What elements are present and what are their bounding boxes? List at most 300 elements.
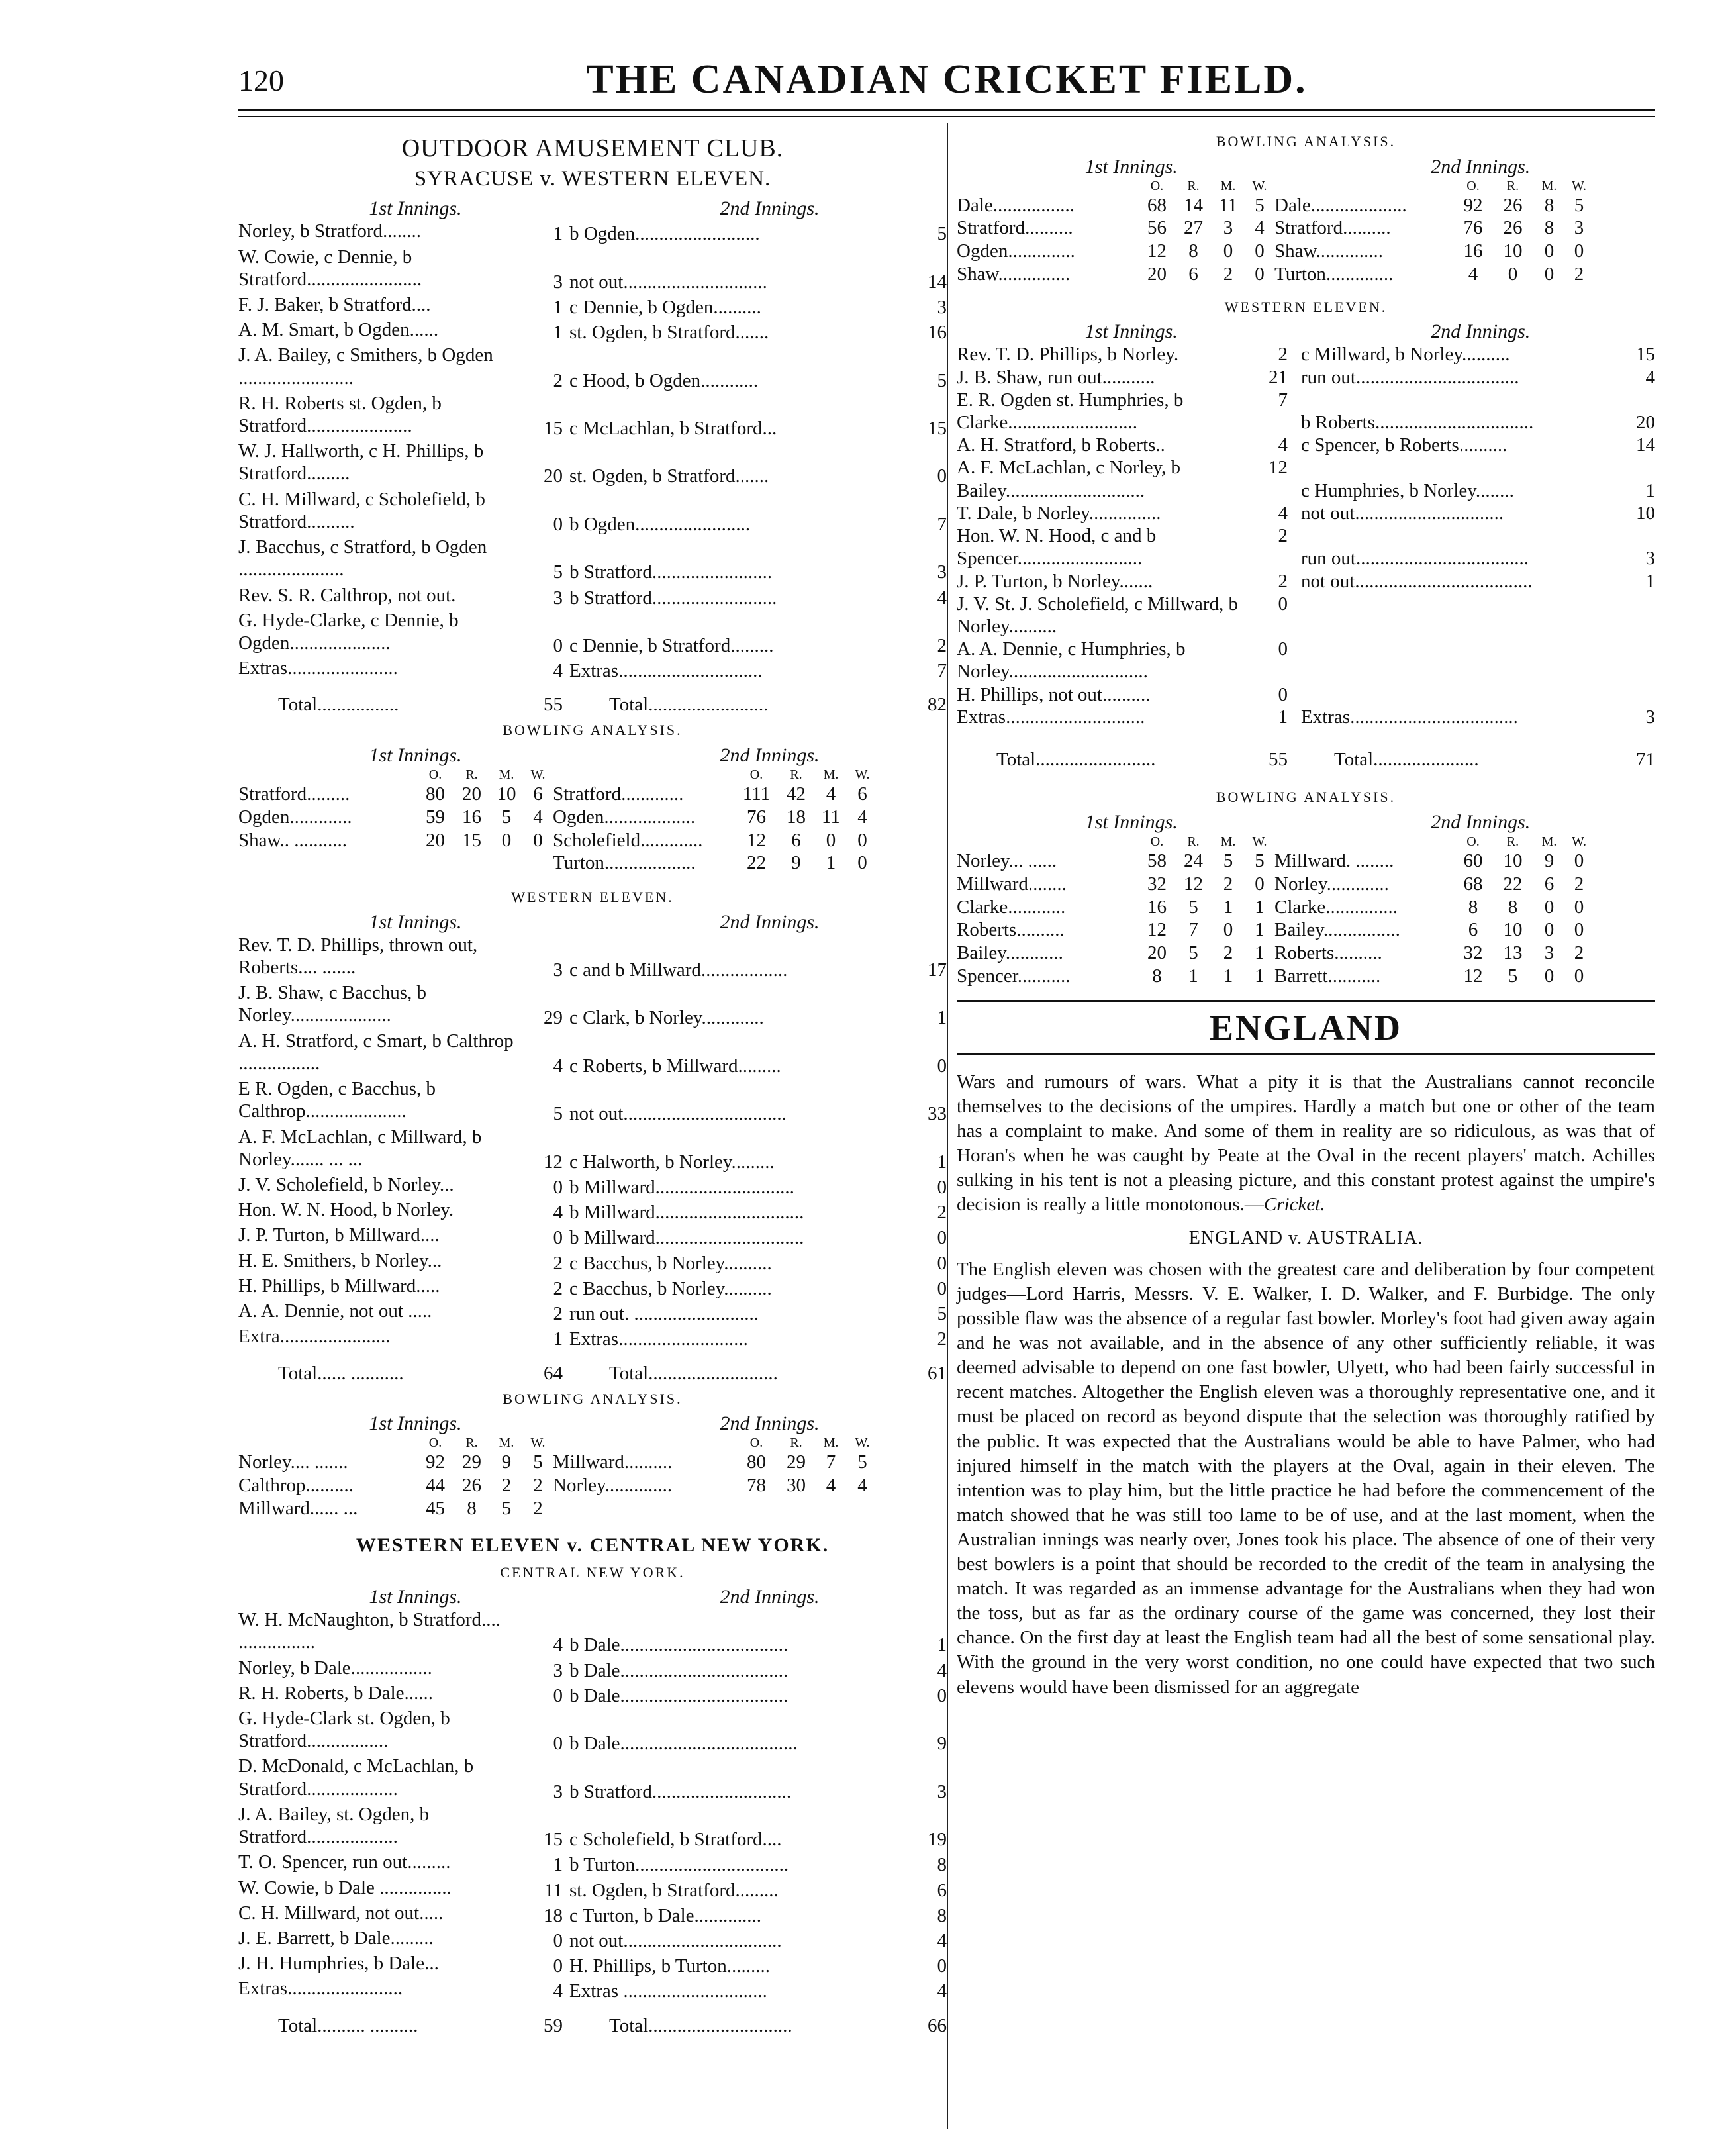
innings-1-entry <box>957 706 1294 728</box>
batsman-2nd-innings: b Ogden.......................... <box>569 223 760 245</box>
bowling-figure: 58 <box>1147 850 1167 871</box>
batsman-2nd-innings: b Ogden........................ <box>569 513 751 535</box>
batsman-2nd-innings: not out..................................... <box>1301 570 1533 592</box>
bowling-figure: 5 <box>1508 965 1518 987</box>
bowler-name: Clarke............ <box>957 896 1066 918</box>
bowling-figure: 1 <box>826 852 836 874</box>
runs-2nd-innings: 10 <box>1636 502 1655 524</box>
bowling-figure: 0 <box>501 829 512 851</box>
total-1st: 55 <box>544 694 563 716</box>
runs-2nd-innings: 4 <box>937 1930 947 1951</box>
batsman-1st-innings: J. B. Shaw, run out........... <box>957 366 1155 388</box>
innings-2-entry <box>569 271 947 293</box>
bowling-figure: 0 <box>1574 965 1584 987</box>
bowling-column-header: R. <box>465 1436 478 1451</box>
team-heading-western: WESTERN ELEVEN. <box>1224 298 1388 315</box>
innings-2-entry <box>1294 570 1655 593</box>
bowling-figure: 20 <box>462 783 481 805</box>
batsman-1st-innings: D. McDonald, c McLachlan, b Stratford................... <box>238 1755 474 1800</box>
bowling-figure: 2 <box>1223 942 1233 964</box>
bowler-name: Norley... ...... <box>957 850 1057 871</box>
runs-2nd-innings: 3 <box>937 562 947 583</box>
bowling-figure: 56 <box>1147 217 1167 239</box>
bowling-column-header: R. <box>1506 834 1519 849</box>
bowling-figure: 0 <box>1255 240 1265 262</box>
bowling-column-header: M. <box>499 1436 514 1451</box>
innings-1-heading: 1st Innings. <box>369 197 462 220</box>
batsman-1st-innings: Extras....................... <box>238 658 398 679</box>
bowling-figure: 0 <box>1574 240 1584 262</box>
batsman-2nd-innings: c Humphries, b Norley........ <box>1301 479 1514 501</box>
bowling-figure: 12 <box>747 829 766 851</box>
runs-2nd-innings: 1 <box>937 1634 947 1656</box>
runs-2nd-innings: 19 <box>928 1829 947 1851</box>
runs-1st-innings: 0 <box>553 1733 563 1755</box>
runs-1st-innings: 12 <box>1269 457 1288 479</box>
bowling-figure: 2 <box>533 1474 543 1496</box>
bowling-column-header: M. <box>1220 834 1236 849</box>
bowling-figure: 3 <box>1544 942 1555 964</box>
bowler-name: Barrett........... <box>1274 965 1381 987</box>
runs-1st-innings: 11 <box>544 1879 563 1901</box>
bowling-figure: 9 <box>791 852 801 874</box>
runs-1st-innings: 5 <box>553 1103 563 1125</box>
bowler-name: Bailey................ <box>1274 919 1400 941</box>
bowling-figure: 6 <box>1468 919 1478 941</box>
runs-2nd-innings: 5 <box>937 369 947 391</box>
batsman-2nd-innings: b Stratford.......................... <box>569 587 777 609</box>
bowling-header-blank <box>553 1435 735 1451</box>
bowling-figure: 0 <box>1574 896 1584 918</box>
bowling-column-header: R. <box>790 767 802 783</box>
bowling-column-header: O. <box>1466 178 1480 193</box>
bowling-figure: 92 <box>1463 194 1483 216</box>
innings-2-entry <box>569 634 947 657</box>
total-1st: 59 <box>544 2014 563 2036</box>
bowling-figure: 10 <box>1503 919 1523 941</box>
bowling-column-header: M. <box>499 767 514 783</box>
batsman-2nd-innings: not out............................... <box>1301 502 1504 524</box>
bowling-column-header: O. <box>1466 834 1480 849</box>
innings-2-entry <box>569 465 947 487</box>
batsman-2nd-innings: b Stratford......................... <box>569 562 773 583</box>
runs-2nd-innings: 8 <box>937 1854 947 1876</box>
bowling-figure: 29 <box>462 1451 481 1473</box>
total-2nd: 71 <box>1636 749 1655 771</box>
total-label: Total................. <box>278 694 399 716</box>
bowling-column-header: W. <box>855 767 870 783</box>
bowler-name: Dale.................... <box>1274 194 1407 216</box>
innings-2-entry <box>569 1853 947 1876</box>
bowling-header-blank <box>238 1435 417 1451</box>
innings-2-entry <box>569 1151 947 1173</box>
bowling-figure: 22 <box>1503 873 1523 895</box>
bowling-figure: 2 <box>1574 263 1584 285</box>
bowling-innings-2-heading: 2nd Innings. <box>1431 155 1531 177</box>
column-divider <box>947 122 948 2129</box>
batsman-2nd-innings: run out.................................... <box>1301 548 1529 569</box>
runs-1st-innings: 5 <box>553 562 563 583</box>
bowling-figure: 5 <box>1188 896 1198 918</box>
bowling-figure: 1 <box>1255 942 1265 964</box>
batsman-2nd-innings: c Bacchus, b Norley.......... <box>569 1277 772 1299</box>
runs-1st-innings: 0 <box>553 1930 563 1951</box>
innings-2-entry <box>1294 502 1655 524</box>
runs-2nd-innings: 7 <box>937 513 947 535</box>
innings-1-heading: 1st Innings. <box>369 910 462 933</box>
runs-1st-innings: 4 <box>553 1634 563 1656</box>
page-number: 120 <box>238 64 284 97</box>
batsman-1st-innings: J. A. Bailey, c Smithers, b Ogden ........................ <box>238 344 493 389</box>
runs-1st-innings: 12 <box>544 1151 563 1173</box>
england-australia-heading: ENGLAND v. AUSTRALIA. <box>1188 1228 1423 1249</box>
runs-2nd-innings: 5 <box>937 1303 947 1325</box>
runs-1st-innings: 0 <box>553 1227 563 1249</box>
runs-1st-innings: 3 <box>553 1659 563 1681</box>
bowling-empty-cell <box>523 852 553 875</box>
bowling-column-header: O. <box>428 1436 442 1451</box>
bowling-column-header: W. <box>530 1436 546 1451</box>
batsman-1st-innings: Rev. S. R. Calthrop, not out. <box>238 584 456 606</box>
innings-2-entry <box>569 1930 947 1952</box>
bowling-figure: 26 <box>1503 217 1523 239</box>
batsman-2nd-innings: b Millward............................. <box>569 1177 794 1198</box>
batsman-2nd-innings: c Dennie, b Stratford......... <box>569 635 774 656</box>
batsman-2nd-innings: Extras........................... <box>569 1328 748 1350</box>
bowling-figure: 10 <box>1503 240 1523 262</box>
total-2nd-label: Total...................... <box>1334 749 1479 771</box>
innings-1-entry <box>957 502 1294 524</box>
header-rule <box>238 109 1655 111</box>
innings-2-heading: 2nd Innings. <box>1431 320 1531 343</box>
runs-2nd-innings: 0 <box>937 1177 947 1198</box>
batsman-1st-innings: Hon. W. N. Hood, c and b Spencer.......................... <box>957 525 1157 569</box>
bowling-column-header: W. <box>1571 834 1587 849</box>
batsman-1st-innings: H. Phillips, b Millward..... <box>238 1275 440 1297</box>
bowling-column-header: M. <box>1541 178 1557 193</box>
bowling-figure: 0 <box>1544 919 1555 941</box>
runs-1st-innings: 2 <box>1278 570 1288 592</box>
runs-1st-innings: 0 <box>1278 593 1288 614</box>
bowling-innings-2-heading: 2nd Innings. <box>1431 810 1531 833</box>
bowler-name: Millward...... ... <box>238 1497 358 1519</box>
bowling-innings-2-heading: 2nd Innings. <box>720 744 820 767</box>
innings-2-entry <box>569 561 947 583</box>
runs-1st-innings: 29 <box>544 1007 563 1029</box>
runs-1st-innings: 1 <box>553 322 563 344</box>
bowling-figure: 20 <box>1147 942 1167 964</box>
innings-2-entry <box>569 1102 947 1125</box>
batsman-1st-innings: H. Phillips, not out.......... <box>957 683 1151 705</box>
innings-2-entry <box>569 1634 947 1656</box>
bowling-empty-cell <box>735 1497 778 1520</box>
bowling-figure: 24 <box>1184 850 1203 871</box>
bowling-figure: 4 <box>533 806 543 828</box>
innings-2-heading: 2nd Innings. <box>720 910 820 933</box>
bowler-name: Stratford............. <box>553 783 684 805</box>
runs-2nd-innings: 14 <box>928 271 947 293</box>
innings-2-entry <box>569 660 947 682</box>
bowling-figure: 0 <box>1223 240 1233 262</box>
club-heading: OUTDOOR AMUSEMENT CLUB. <box>401 134 784 162</box>
total-2nd: 66 <box>928 2014 947 2036</box>
innings-2-entry <box>569 222 947 245</box>
bowling-figure: 2 <box>1574 942 1584 964</box>
runs-1st-innings: 4 <box>553 1981 563 2002</box>
masthead-title: THE CANADIAN CRICKET FIELD. <box>586 57 1308 102</box>
batsman-1st-innings: Extras........................ <box>238 1978 403 2000</box>
bowling-table-central-new-york <box>957 178 1655 286</box>
bowler-name: Shaw.. ........... <box>238 829 348 851</box>
batsman-2nd-innings: b Turton................................ <box>569 1854 789 1876</box>
bowling-figure: 8 <box>1508 896 1518 918</box>
page-header <box>238 56 1655 103</box>
bowler-name: Norley.... ....... <box>238 1451 348 1473</box>
batsman-1st-innings: J. H. Humphries, b Dale... <box>238 1953 439 1975</box>
batsman-1st-innings: Extras............................. <box>957 706 1145 728</box>
runs-1st-innings: 2 <box>553 369 563 391</box>
batsman-2nd-innings: b Dale................................... <box>569 1634 789 1656</box>
innings-2-entry <box>569 1955 947 1977</box>
bowling-figure: 2 <box>1223 263 1233 285</box>
batsman-2nd-innings: c Spencer, b Roberts.......... <box>1301 434 1508 456</box>
bowling-figure: 30 <box>787 1474 806 1496</box>
batsman-1st-innings: Norley, b Dale................. <box>238 1657 432 1679</box>
bowling-header-blank <box>957 834 1139 850</box>
runs-2nd-innings: 15 <box>928 418 947 440</box>
bowling-column-header: M. <box>1220 178 1236 193</box>
batsman-2nd-innings: c Millward, b Norley.......... <box>1301 344 1510 366</box>
bowling-figure: 1 <box>1255 965 1265 987</box>
header-rule-thin <box>238 116 1655 117</box>
bowling-column-header: O. <box>1150 178 1164 193</box>
bowling-table-western-2 <box>957 834 1655 988</box>
batsman-2nd-innings: Extras .............................. <box>569 1981 767 2002</box>
innings-1-entry <box>957 389 1294 434</box>
bowling-empty-cell <box>553 1497 735 1520</box>
bowling-empty-cell <box>778 1497 814 1520</box>
bowling-figure: 9 <box>1544 850 1555 871</box>
runs-2nd-innings: 16 <box>928 322 947 344</box>
bowling-innings-headings <box>957 156 1655 178</box>
bowling-header-blank <box>1274 834 1453 850</box>
innings-2-entry <box>569 1685 947 1707</box>
bowling-figure: 5 <box>501 1497 512 1519</box>
runs-1st-innings: 0 <box>553 635 563 656</box>
runs-2nd-innings: 5 <box>937 223 947 245</box>
bowling-figure: 20 <box>426 829 445 851</box>
bowler-name: Millward.......... <box>553 1451 673 1473</box>
bowling-figure: 22 <box>747 852 766 874</box>
total-1st: 55 <box>1269 749 1288 771</box>
innings-2-entry <box>569 1201 947 1224</box>
england-paragraph-1 <box>957 1070 1655 1218</box>
runs-2nd-innings: 2 <box>937 1202 947 1224</box>
innings-1-entry <box>957 524 1294 569</box>
batsman-1st-innings: W. Cowie, b Dale ............... <box>238 1877 452 1898</box>
bowling-figure: 0 <box>533 829 543 851</box>
batsman-2nd-innings: b Roberts................................. <box>1301 412 1534 434</box>
runs-2nd-innings: 14 <box>1636 434 1655 456</box>
bowling-figure: 16 <box>1463 240 1483 262</box>
batsman-2nd-innings: st. Ogden, b Stratford....... <box>569 322 769 344</box>
batsman-1st-innings: A. H. Stratford, c Smart, b Calthrop ................. <box>238 1030 514 1074</box>
batsman-2nd-innings: c and b Millward.................. <box>569 959 788 981</box>
bowling-figure: 1 <box>1188 965 1198 987</box>
bowling-figure: 8 <box>467 1497 477 1519</box>
runs-2nd-innings: 0 <box>937 1055 947 1077</box>
total-2nd-label: Total......................... <box>609 694 769 716</box>
runs-1st-innings: 2 <box>553 1252 563 1274</box>
bowling-empty-cell <box>847 1497 877 1520</box>
batsman-1st-innings: J. B. Shaw, c Bacchus, b Norley..................... <box>238 982 427 1026</box>
bowling-figure: 4 <box>857 1474 867 1496</box>
batsman-1st-innings: J. E. Barrett, b Dale......... <box>238 1927 434 1949</box>
batsman-1st-innings: C. H. Millward, c Scholefield, b Stratford.......... <box>238 488 485 532</box>
bowling-figure: 29 <box>787 1451 806 1473</box>
bowler-name: Bailey............ <box>957 942 1063 964</box>
batsman-2nd-innings: c Roberts, b Millward......... <box>569 1055 781 1077</box>
bowling-figure: 68 <box>1147 194 1167 216</box>
innings-2-entry <box>1294 706 1655 728</box>
batsman-1st-innings: Norley, b Stratford........ <box>238 220 421 242</box>
batsman-1st-innings: E. R. Ogden st. Humphries, b Clarke........................... <box>957 389 1184 434</box>
runs-1st-innings: 2 <box>1278 344 1288 366</box>
bowler-name: Clarke............... <box>1274 896 1398 918</box>
batsman-2nd-innings: c Clark, b Norley............. <box>569 1007 764 1029</box>
runs-2nd-innings: 0 <box>937 466 947 487</box>
totals-row <box>238 694 947 716</box>
bowling-figure: 0 <box>1544 965 1555 987</box>
bowling-figure: 13 <box>1503 942 1523 964</box>
runs-2nd-innings: 3 <box>937 296 947 318</box>
bowling-figure: 5 <box>1223 850 1233 871</box>
bowling-figure: 111 <box>742 783 771 805</box>
bowling-column-header: W. <box>530 767 546 783</box>
bowler-name: Shaw............... <box>957 263 1071 285</box>
batting-scorecard-central-new-york <box>238 1608 947 2003</box>
runs-2nd-innings: 0 <box>937 1685 947 1706</box>
batsman-2nd-innings: run out. .......................... <box>569 1303 759 1325</box>
team-heading-western: WESTERN ELEVEN. <box>511 889 674 906</box>
innings-2-entry <box>569 296 947 318</box>
bowling-figure: 45 <box>426 1497 445 1519</box>
bowling-figure: 80 <box>747 1451 766 1473</box>
batsman-2nd-innings: not out.................................. <box>569 1103 787 1125</box>
bowling-figure: 6 <box>1188 263 1198 285</box>
bowling-figure: 16 <box>1147 896 1167 918</box>
bowling-column-header: W. <box>855 1436 870 1451</box>
runs-1st-innings: 0 <box>553 1177 563 1198</box>
innings-2-entry <box>569 321 947 344</box>
bowling-column-header: M. <box>823 1436 839 1451</box>
bowling-column-header: R. <box>790 1436 802 1451</box>
bowling-innings-1-heading: 1st Innings. <box>1084 155 1178 177</box>
total-2nd: 61 <box>928 1362 947 1384</box>
bowling-figure: 8 <box>1152 965 1162 987</box>
bowling-figure: 1 <box>1255 919 1265 941</box>
innings-1-entry <box>957 343 1294 366</box>
bowler-name: Stratford......... <box>238 783 350 805</box>
bowling-figure: 0 <box>857 852 867 874</box>
innings-1-entry <box>957 456 1294 501</box>
bowling-figure: 5 <box>1255 194 1265 216</box>
runs-2nd-innings: 1 <box>1645 479 1655 501</box>
bowler-name: Calthrop.......... <box>238 1474 354 1496</box>
left-column <box>238 132 947 2037</box>
batsman-1st-innings: A. F. McLachlan, c Norley, b Bailey............................. <box>957 457 1181 501</box>
batsman-1st-innings: C. H. Millward, not out..... <box>238 1902 444 1924</box>
bowling-figure: 10 <box>497 783 516 805</box>
total-2nd-label: Total........................... <box>609 1362 778 1384</box>
batsman-2nd-innings: c Hood, b Ogden............ <box>569 369 759 391</box>
bowling-figure: 3 <box>1223 217 1233 239</box>
runs-2nd-innings: 6 <box>937 1879 947 1901</box>
runs-2nd-innings: 2 <box>937 635 947 656</box>
runs-2nd-innings: 4 <box>937 1981 947 2002</box>
batsman-1st-innings: W. H. McNaughton, b Stratford.... ................ <box>238 1609 501 1653</box>
bowler-name: Stratford.......... <box>957 217 1073 239</box>
bowling-figure: 44 <box>426 1474 445 1496</box>
bowling-figure: 5 <box>533 1451 543 1473</box>
batsman-2nd-innings: b Dale................................... <box>569 1685 789 1706</box>
bowling-column-header: W. <box>1571 178 1587 193</box>
innings-2-entry <box>569 1176 947 1199</box>
innings-2-entry <box>569 1328 947 1350</box>
bowling-figure: 76 <box>1463 217 1483 239</box>
runs-1st-innings: 2 <box>1278 525 1288 547</box>
bowling-figure: 11 <box>1219 194 1237 216</box>
batting-scorecard-western <box>238 934 947 1351</box>
bowling-figure: 0 <box>1223 919 1233 941</box>
runs-1st-innings: 4 <box>553 660 563 682</box>
innings-headings <box>238 911 947 934</box>
bowling-figure: 78 <box>747 1474 766 1496</box>
bowler-name: Turton................... <box>553 852 696 874</box>
bowling-figure: 16 <box>462 806 481 828</box>
runs-1st-innings: 0 <box>1278 638 1288 660</box>
batsman-2nd-innings: not out................................. <box>569 1930 782 1951</box>
runs-2nd-innings: 0 <box>937 1227 947 1249</box>
batsman-2nd-innings: H. Phillips, b Turton......... <box>569 1955 770 1977</box>
batsman-1st-innings: J. Bacchus, c Stratford, b Ogden ...................... <box>238 536 487 581</box>
bowling-empty-cell <box>814 1497 847 1520</box>
innings-1-entry <box>957 638 1294 683</box>
bowler-name: Turton.............. <box>1274 263 1394 285</box>
batsman-2nd-innings: c McLachlan, b Stratford... <box>569 418 777 440</box>
bowling-column-header: R. <box>1187 178 1200 193</box>
innings-2-entry <box>569 1302 947 1325</box>
match-title-syracuse: SYRACUSE v. WESTERN ELEVEN. <box>414 167 771 191</box>
bowling-figure: 6 <box>791 829 801 851</box>
bowling-figure: 1 <box>1223 965 1233 987</box>
innings-2-entry <box>569 513 947 536</box>
bowling-figure: 0 <box>1255 263 1265 285</box>
bowling-figure: 42 <box>787 783 806 805</box>
innings-headings <box>238 197 947 220</box>
innings-2-entry <box>569 369 947 392</box>
runs-2nd-innings: 17 <box>928 959 947 981</box>
right-column <box>957 132 1655 1700</box>
bowling-header-blank <box>957 178 1139 194</box>
bowling-figure: 14 <box>1184 194 1203 216</box>
innings-2-entry <box>569 1252 947 1275</box>
innings-2-entry <box>1294 411 1655 434</box>
runs-1st-innings: 1 <box>553 223 563 245</box>
batsman-1st-innings: A. F. McLachlan, c Millward, b Norley....... ... ... <box>238 1126 482 1170</box>
bowling-figure: 8 <box>1188 240 1198 262</box>
runs-2nd-innings: 33 <box>928 1103 947 1125</box>
